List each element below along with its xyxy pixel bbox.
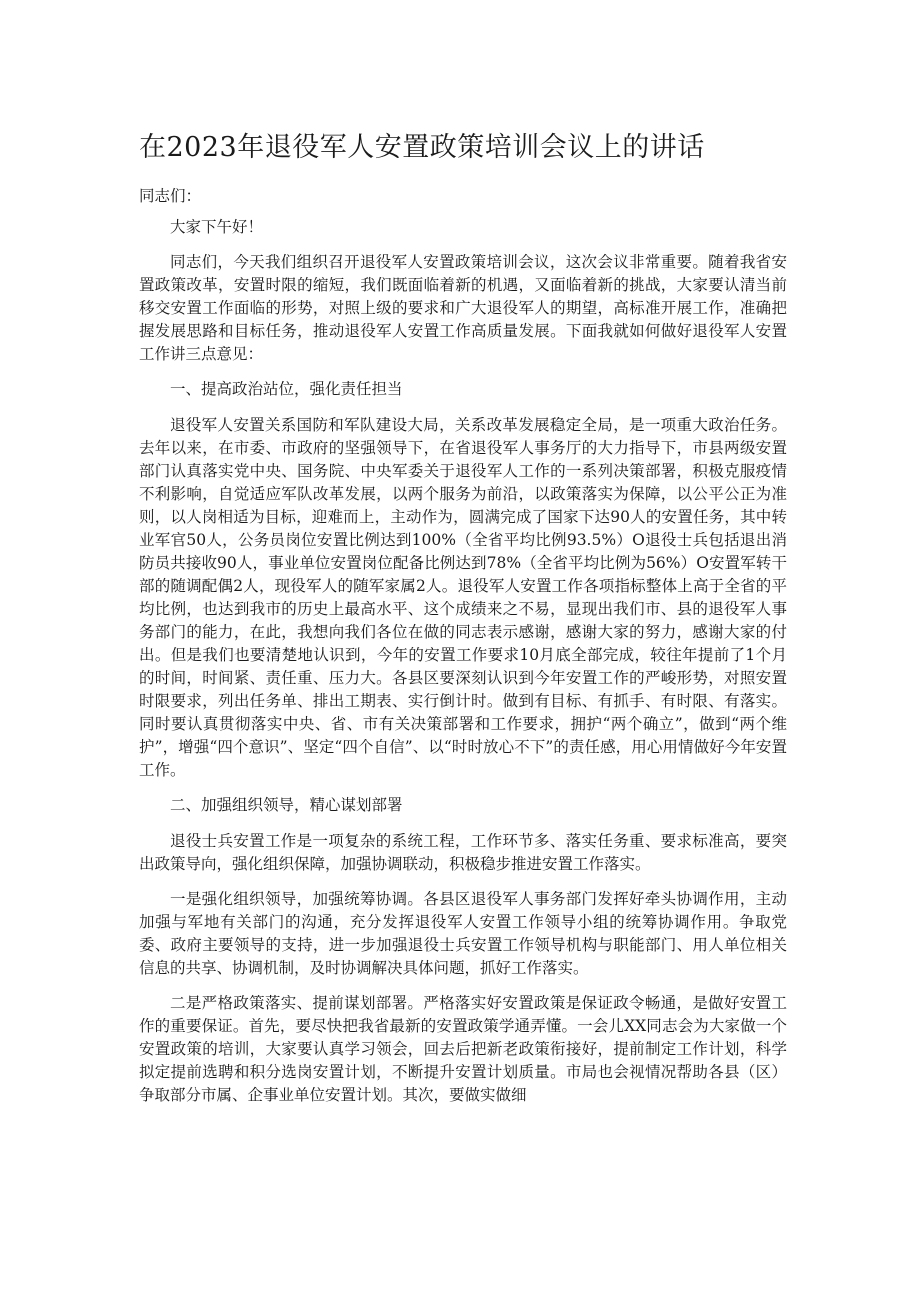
section-2-paragraph: 退役士兵安置工作是一项复杂的系统工程，工作环节多、落实任务重、要求标准高，要突出政策导向，强化组织保障，加强协调联动，积极稳步推进安置工作落实。 [139, 832, 787, 873]
document-body [139, 216, 787, 1119]
intro-paragraph: 同志们，今天我们组织召开退役军人安置政策培训会议，这次会议非常重要。随着我省安置政策改革，安置时限的缩短，我们既面临着新的机遇，又面临着新的挑战，大家要认清当前移交安置工作面临的形势，对照上级的要求和广大退役军人的期望，高标准开展工作，准确把握发展思路和目标任务，推动退役军人安置工作高质量发展。下面我就如何做好退役军人安置工作讲三点意见： [139, 253, 787, 363]
greeting-paragraph: 大家下午好！ [170, 218, 264, 236]
section-1-heading: 一、提高政治站位，强化责任担当 [170, 380, 403, 398]
section-2-point-2-paragraph: 二是严格政策落实、提前谋划部署。严格落实好安置政策是保证政令畅通，是做好安置工作的重要保证。首先，要尽快把我省最新的安置政策学通弄懂。一会儿XX同志会为大家做一个安置政策的培训，大家要认真学习领会，回去后把新老政策衔接好，提前制定工作计划，科学拟定提前选聘和积分选岗安置计划，不断提升安置计划质量。市局也会视情况帮助各县（区）争取部分市属、企事业单位安置计划。其次，要做实做细 [139, 994, 787, 1104]
document-title: 在2023年退役军人安置政策培训会议上的讲话 [139, 132, 705, 163]
section-1-paragraph: 退役军人安置关系国防和军队建设大局，关系改革发展稳定全局，是一项重大政治任务。去年以来，在市委、市政府的坚强领导下，在省退役军人事务厅的大力指导下，市县两级安置部门认真落实党中央、国务院、中央军委关于退役军人工作的一系列决策部署，积极克服疫情不利影响，自觉适应军队改革发展，以两个服务为前沿，以政策落实为保障，以公平公正为准则，以人岗相适为目标，迎难而上，主动作为，圆满完成了国家下达90人的安置任务，其中转业军官50人，公务员岗位安置比例达到100%（全省平均比例93.5%）O退役士兵包括退出消防员共接收90人，事业单位安置岗位配备比例达到78%（全省平均比例为56%）O安置军转干部的随调配偶2人，现役军人的随军家属2人。退役军人安置工作各项指标整体上高于全省的平均比例，也达到我市的历史上最高水平、这个成绩来之不易，显现出我们市、县的退役军人事务部门的能力，在此，我想向我们各位在做的同志表示感谢，感谢大家的努力，感谢大家的付出。但是我们也要清楚地认识到，今年的安置工作要求10月底全部完成，较往年提前了1个月的时间，时间紧、责任重、压力大。各县区要深刻认识到今年安置工作的严峻形势，对照安置时限要求，列出任务单、排出工期表、实行倒计时。做到有目标、有抓手、有时限、有落实。同时要认真贯彻落实中央、省、市有关决策部署和工作要求，拥护“两个确立”，做到“两个维护”，增强“四个意识”、坚定“四个自信”、以“时时放心不下”的责任感，用心用情做好今年安置工作。 [139, 416, 787, 779]
section-2-heading: 二、加强组织领导，精心谋划部署 [170, 796, 403, 814]
section-2-point-1-paragraph: 一是强化组织领导，加强统筹协调。各县区退役军人事务部门发挥好牵头协调作用，主动加强与军地有关部门的沟通，充分发挥退役军人安置工作领导小组的统筹协调作用。争取党委、政府主要领导的支持，进一步加强退役士兵安置工作领导机构与职能部门、用人单位相关信息的共享、协调机制，及时协调解决具体问题，抓好工作落实。 [139, 890, 787, 977]
salutation: 同志们： [139, 187, 202, 205]
